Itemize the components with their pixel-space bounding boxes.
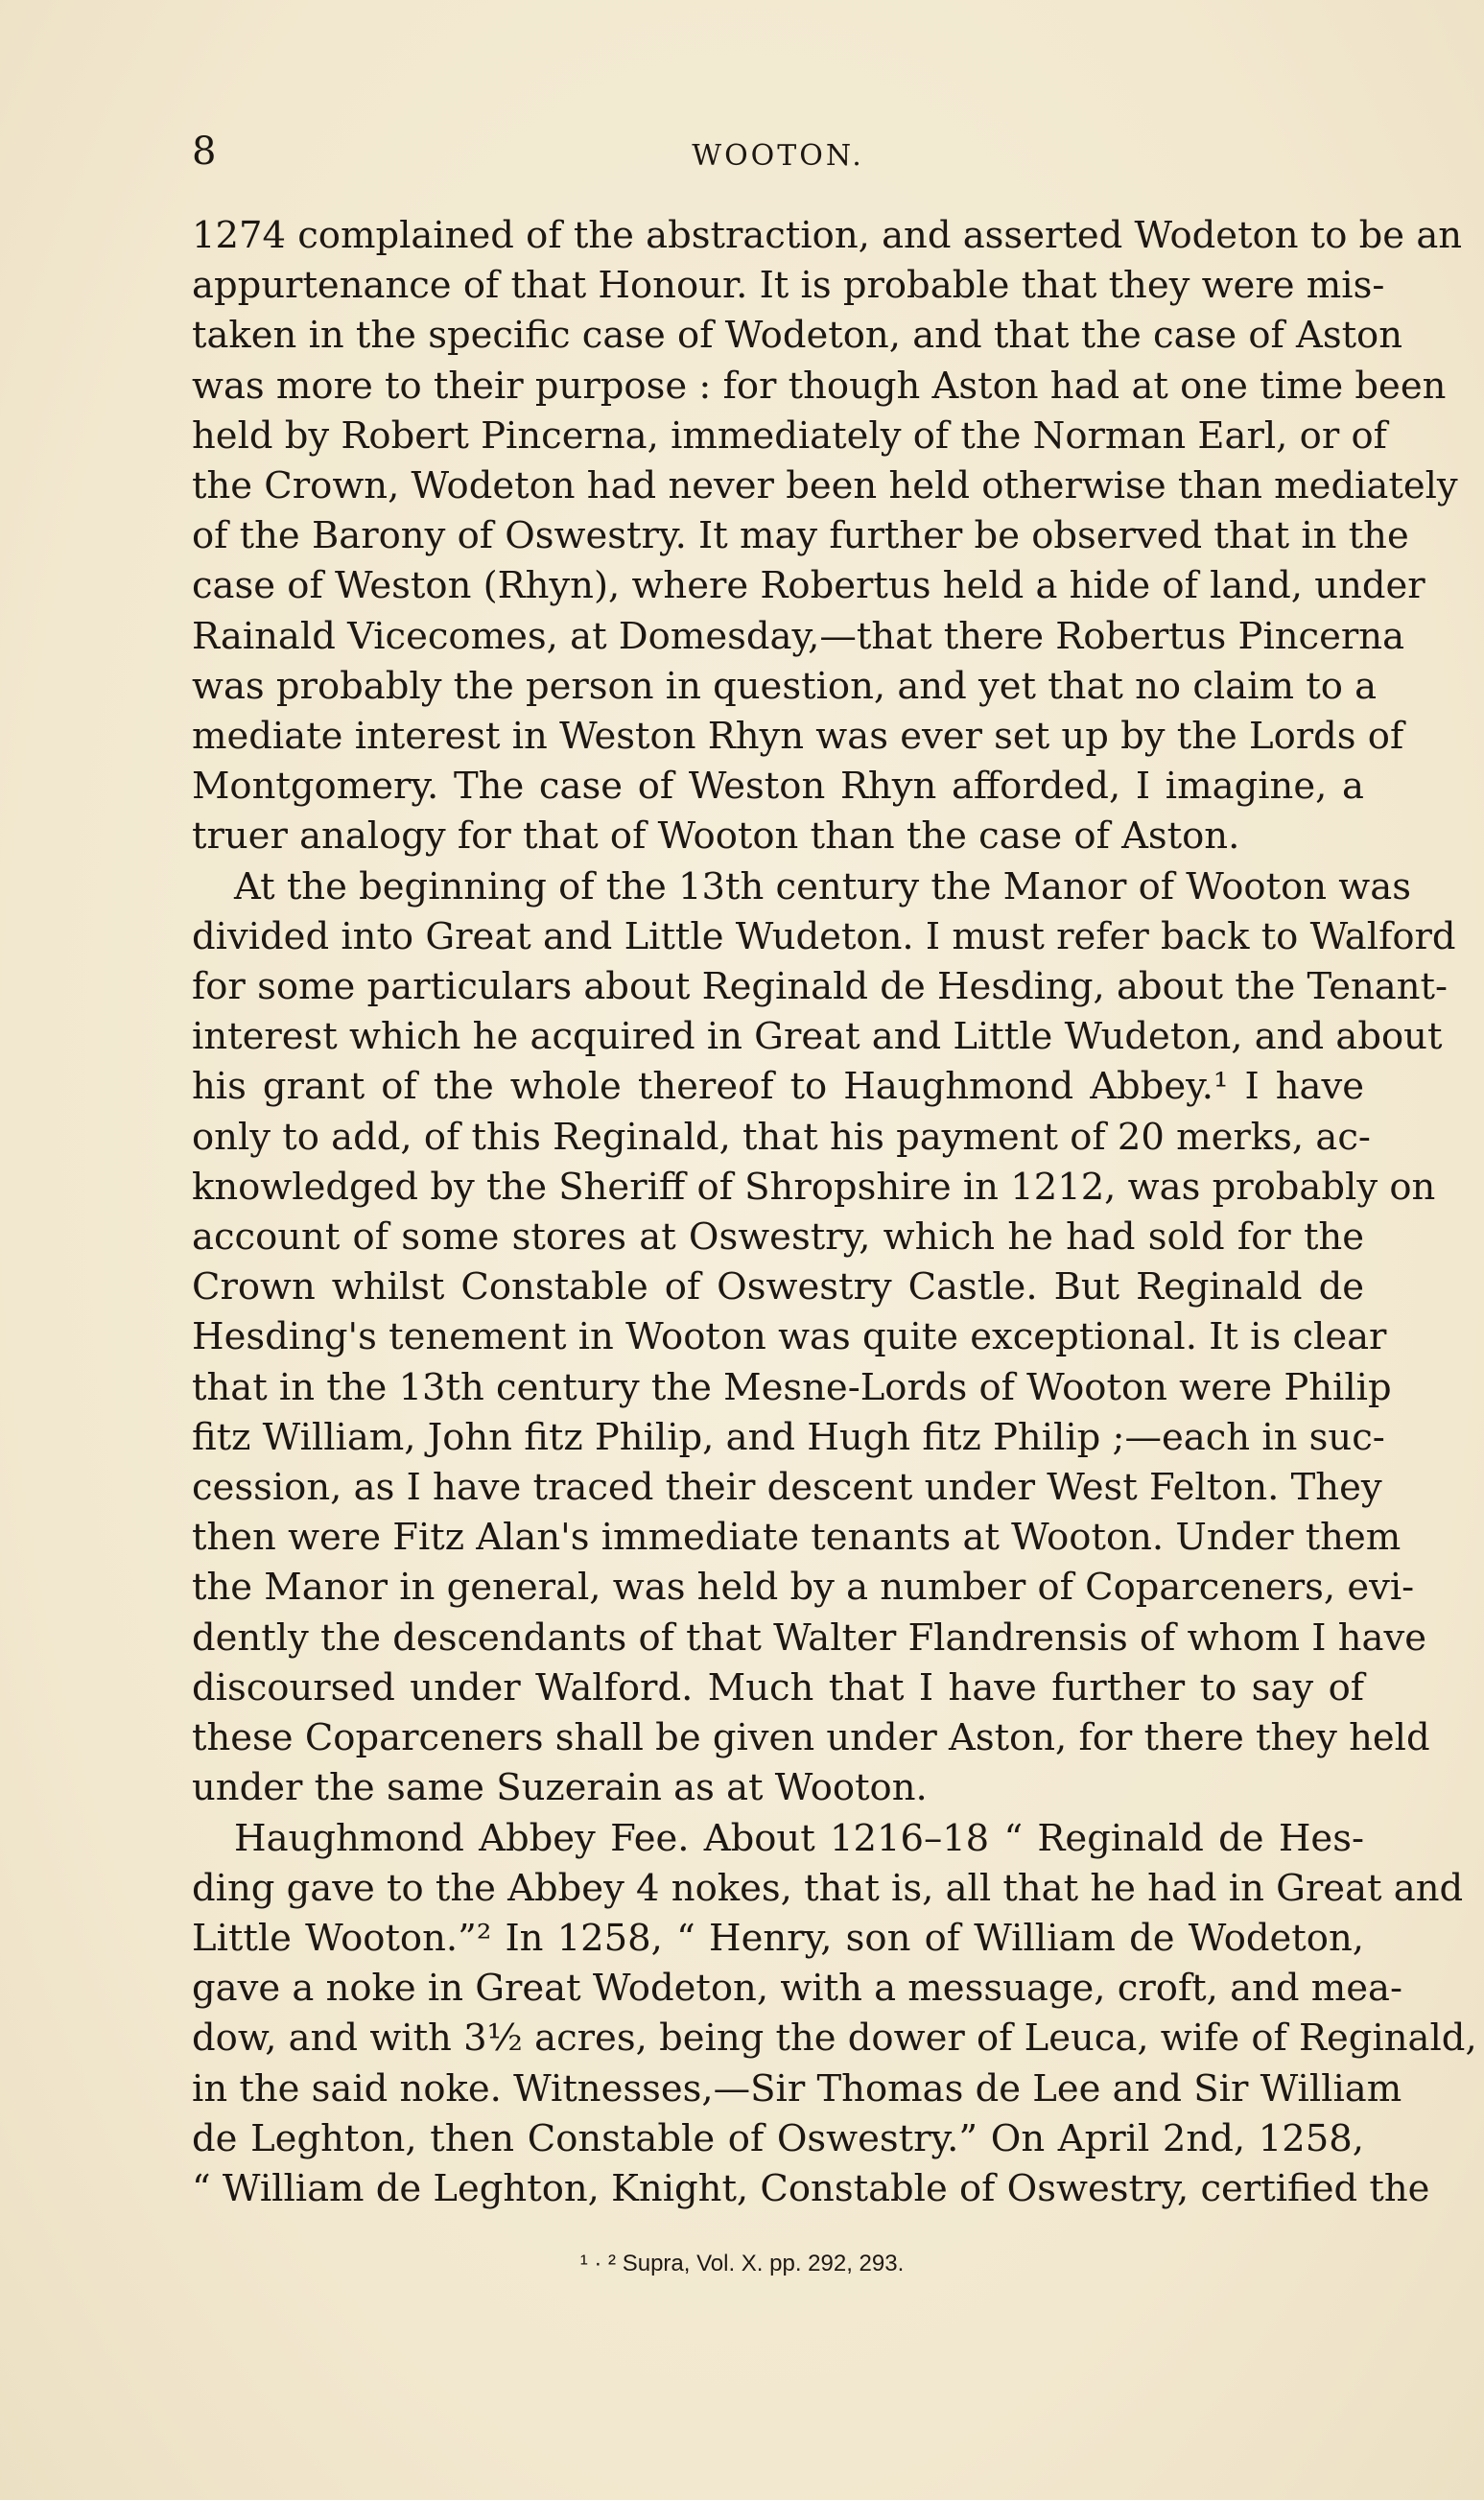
text-line: the Crown, Wodeton had never been held otherwise than mediately: [192, 464, 1458, 508]
text-line: for some particulars about Reginald de Hesding, about the Tenant-: [192, 965, 1449, 1009]
text-line: only to add, of this Reginald, that his payment of 20 merks, ac-: [192, 1115, 1371, 1159]
text-line: was more to their purpose : for though Aston had at one time been: [192, 364, 1447, 408]
text-line: de Leghton, then Constable of Oswestry.” On April 2nd, 1258,: [192, 2116, 1364, 2160]
text-line: the Manor in general, was held by a number of Coparceners, evi-: [192, 1566, 1415, 1610]
page-header: [192, 132, 1364, 190]
text-line: then were Fitz Alan's immediate tenants at Wooton. Under them: [192, 1516, 1402, 1560]
text-line: knowledged by the Sheriff of Shropshire in 1212, was probably on: [192, 1165, 1436, 1209]
text-line: truer analogy for that of Wooton than the case of Aston.: [192, 814, 1240, 859]
text-line: was probably the person in question, and yet that no claim to a: [192, 664, 1378, 708]
running-title: WOOTON.: [692, 139, 864, 173]
text-line: in the said noke. Witnesses,—Sir Thomas de Lee and Sir William: [192, 2066, 1402, 2111]
text-line: appurtenance of that Honour. It is probable that they were mis-: [192, 264, 1385, 308]
text-line: Hesding's tenement in Wooton was quite exceptional. It is clear: [192, 1315, 1387, 1359]
text-line: ding gave to the Abbey 4 nokes, that is, all that he had in Great and: [192, 1866, 1464, 1910]
text-line: discoursed under Walford. Much that I have further to say of: [192, 1665, 1364, 1710]
text-line: held by Robert Pincerna, immediately of the Norman Earl, or of: [192, 413, 1387, 458]
text-line: that in the 13th century the Mesne-Lords of Wooton were Philip: [192, 1365, 1392, 1409]
text-line: these Coparceners shall be given under Aston, for there they held: [192, 1716, 1430, 1760]
text-line: interest which he acquired in Great and Little Wudeton, and about: [192, 1015, 1443, 1059]
text-line: Rainald Vicecomes, at Domesday,—that there Robertus Pincerna: [192, 614, 1405, 658]
text-line: taken in the specific case of Wodeton, and that the case of Aston: [192, 314, 1403, 358]
text-line: case of Weston (Rhyn), where Robertus held a hide of land, under: [192, 564, 1425, 608]
footnote: ¹ · ² Supra, Vol. X. pp. 292, 293.: [579, 2251, 905, 2276]
text-line: 1274 complained of the abstraction, and asserted Wodeton to be an: [192, 214, 1463, 257]
text-line: Crown whilst Constable of Oswestry Castle. But Reginald de: [192, 1265, 1364, 1309]
text-line: dow, and with 3½ acres, being the dower of Leuca, wife of Reginald,: [192, 2017, 1477, 2061]
body-text: [192, 211, 1477, 2214]
text-line: account of some stores at Oswestry, which he had sold for the: [192, 1215, 1364, 1260]
text-line: gave a noke in Great Wodeton, with a messuage, croft, and mea-: [192, 1967, 1402, 2011]
text-line: under the same Suzerain as at Wooton.: [192, 1766, 928, 1810]
text-line: Little Wooton.”² In 1258, “ Henry, son of William de Wodeton,: [192, 1916, 1364, 1960]
text-line: At the beginning of the 13th century the Manor of Wooton was: [234, 864, 1411, 908]
text-line: mediate interest in Weston Rhyn was ever set up by the Lords of: [192, 715, 1404, 759]
text-line: dently the descendants of that Walter Flandrensis of whom I have: [192, 1616, 1427, 1660]
page-number: 8: [192, 130, 217, 174]
text-line: fitz William, John fitz Philip, and Hugh fitz Philip ;—each in suc-: [192, 1415, 1385, 1459]
text-line: Montgomery. The case of Weston Rhyn afforded, I imagine, a: [192, 765, 1364, 809]
text-line: his grant of the whole thereof to Haughmond Abbey.¹ I have: [192, 1065, 1364, 1109]
text-line: cession, as I have traced their descent under West Felton. They: [192, 1466, 1382, 1510]
text-line: divided into Great and Little Wudeton. I must refer back to Walford: [192, 914, 1456, 958]
text-line: “ William de Leghton, Knight, Constable of Oswestry, certified the: [192, 2166, 1430, 2210]
text-line: of the Barony of Oswestry. It may further be observed that in the: [192, 514, 1409, 558]
text-line: Haughmond Abbey Fee. About 1216–18 “ Reginald de Hes-: [234, 1816, 1364, 1860]
